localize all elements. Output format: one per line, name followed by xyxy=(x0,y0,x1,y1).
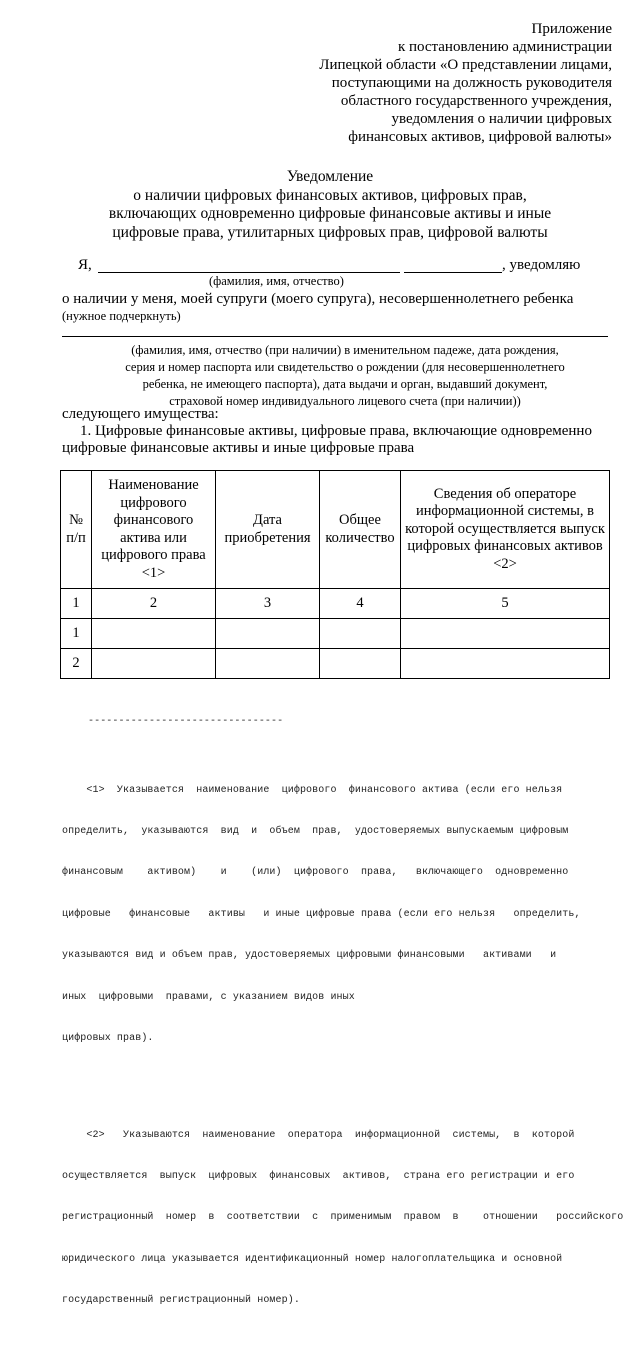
assets-table xyxy=(60,470,610,679)
table-cell[interactable] xyxy=(320,619,401,649)
header-acquisition-date: Дата приобретения xyxy=(216,471,320,589)
notify-label: , уведомляю xyxy=(502,257,581,273)
footnote-separator: -------------------------------- xyxy=(88,715,284,727)
section1-line1: 1. Цифровые финансовые активы, цифровые права, включающие одновременно xyxy=(80,423,592,439)
annex-line: Приложение xyxy=(531,21,612,37)
table-cell[interactable] xyxy=(92,619,216,649)
column-number: 3 xyxy=(216,589,320,619)
table-row xyxy=(61,649,610,679)
fio-caption: (фамилия, имя, отчество) xyxy=(209,274,344,288)
table-row xyxy=(61,619,610,649)
row-number: 1 xyxy=(61,619,92,649)
row-number: 2 xyxy=(61,649,92,679)
footnote-1 xyxy=(62,756,628,1073)
footnote-line: государственный регистрационный номер). xyxy=(62,1295,300,1307)
caption-line: страховой номер индивидуального лицевого счета (при наличии)) xyxy=(169,394,521,408)
person-field-line[interactable] xyxy=(62,336,608,337)
caption-line: серия и номер паспорта или свидетельство о рождении (для несовершеннолетнего xyxy=(125,360,565,374)
footnote-line: регистрационный номер в соответствии с применимым правом в отношении российского xyxy=(62,1212,624,1224)
footnote-line: <1> Указывается наименование цифрового финансового актива (если его нельзя xyxy=(62,784,563,796)
footnote-line: <2> Указываются наименование оператора информационной системы, в которой xyxy=(62,1129,575,1141)
column-number: 1 xyxy=(61,589,92,619)
annex-line: к постановлению администрации xyxy=(397,39,612,55)
presence-line: о наличии у меня, моей супруги (моего супруга), несовершеннолетнего ребенка xyxy=(62,291,574,307)
footnote-line: цифровые финансовые активы и иные цифровые права (если его нельзя определить, xyxy=(62,908,581,920)
footnote-line: осуществляется выпуск цифровых финансовых активов, страна его регистрации и его xyxy=(62,1170,575,1182)
table-cell[interactable] xyxy=(92,649,216,679)
annex-line: уведомления о наличии цифровых xyxy=(391,111,612,127)
footnote-line: указываются вид и объем прав, удостоверяемых цифровыми финансовыми активами и xyxy=(62,950,557,962)
caption-line: (фамилия, имя, отчество (при наличии) в именительном падеже, дата рождения, xyxy=(131,343,559,357)
table-cell[interactable] xyxy=(216,619,320,649)
footnote-line: цифровых прав). xyxy=(62,1032,154,1044)
table-cell[interactable] xyxy=(216,649,320,679)
extra-field-line[interactable] xyxy=(404,272,502,273)
footnotes xyxy=(62,687,628,1349)
header-asset-name: Наименование цифрового финансового актива или цифрового права <1> xyxy=(92,471,216,589)
column-number: 5 xyxy=(401,589,610,619)
annex-line: Липецкой области «О представлении лицами, xyxy=(319,57,612,73)
section1-line2: цифровые финансовые активы и иные цифровые права xyxy=(62,440,415,456)
table-header-row xyxy=(61,471,610,589)
annex-header xyxy=(300,20,612,146)
footnote-2 xyxy=(62,1101,628,1336)
header-number: № п/п xyxy=(61,471,92,589)
table-numbering-row xyxy=(61,589,610,619)
underline-hint: (нужное подчеркнуть) xyxy=(62,309,181,323)
annex-line: поступающими на должность руководителя xyxy=(331,75,612,91)
table-cell[interactable] xyxy=(320,649,401,679)
footnote-line: юридического лица указывается идентификационный номер налогоплательщика и основной xyxy=(62,1253,563,1265)
title-line: включающих одновременно цифровые финансовые активы и иные xyxy=(108,205,552,222)
fio-field-line[interactable] xyxy=(98,272,400,273)
header-operator-info: Сведения об операторе информационной системы, в которой осуществляется выпуск цифровых финансовых активов <2> xyxy=(401,471,610,589)
document-title xyxy=(40,168,620,242)
footnote-line: иных цифровыми правами, с указанием видов иных xyxy=(62,991,355,1003)
annex-line: областного государственного учреждения, xyxy=(340,93,612,109)
caption-line: ребенка, не имеющего паспорта), дата выдачи и орган, выдавший документ, xyxy=(142,377,548,391)
title-heading: Уведомление xyxy=(286,168,374,185)
footnote-line: финансовым активом) и (или) цифрового права, включающего одновременно xyxy=(62,867,569,879)
title-line: о наличии цифровых финансовых активов, цифровых прав, xyxy=(133,186,527,204)
ya-label: Я, xyxy=(78,257,92,273)
table-cell[interactable] xyxy=(401,649,610,679)
table-cell[interactable] xyxy=(401,619,610,649)
column-number: 2 xyxy=(92,589,216,619)
title-line: цифровые права, утилитарных цифровых прав, цифровой валюты xyxy=(112,223,548,241)
footnote-line: определить, указываются вид и объем прав, удостоверяемых выпускаемым цифровым xyxy=(62,825,569,837)
header-total-quantity: Общее количество xyxy=(320,471,401,589)
person-caption xyxy=(62,342,628,410)
annex-line: финансовых активов, цифровой валюты» xyxy=(348,129,612,145)
column-number: 4 xyxy=(320,589,401,619)
following-label: следующего имущества: xyxy=(62,406,219,422)
